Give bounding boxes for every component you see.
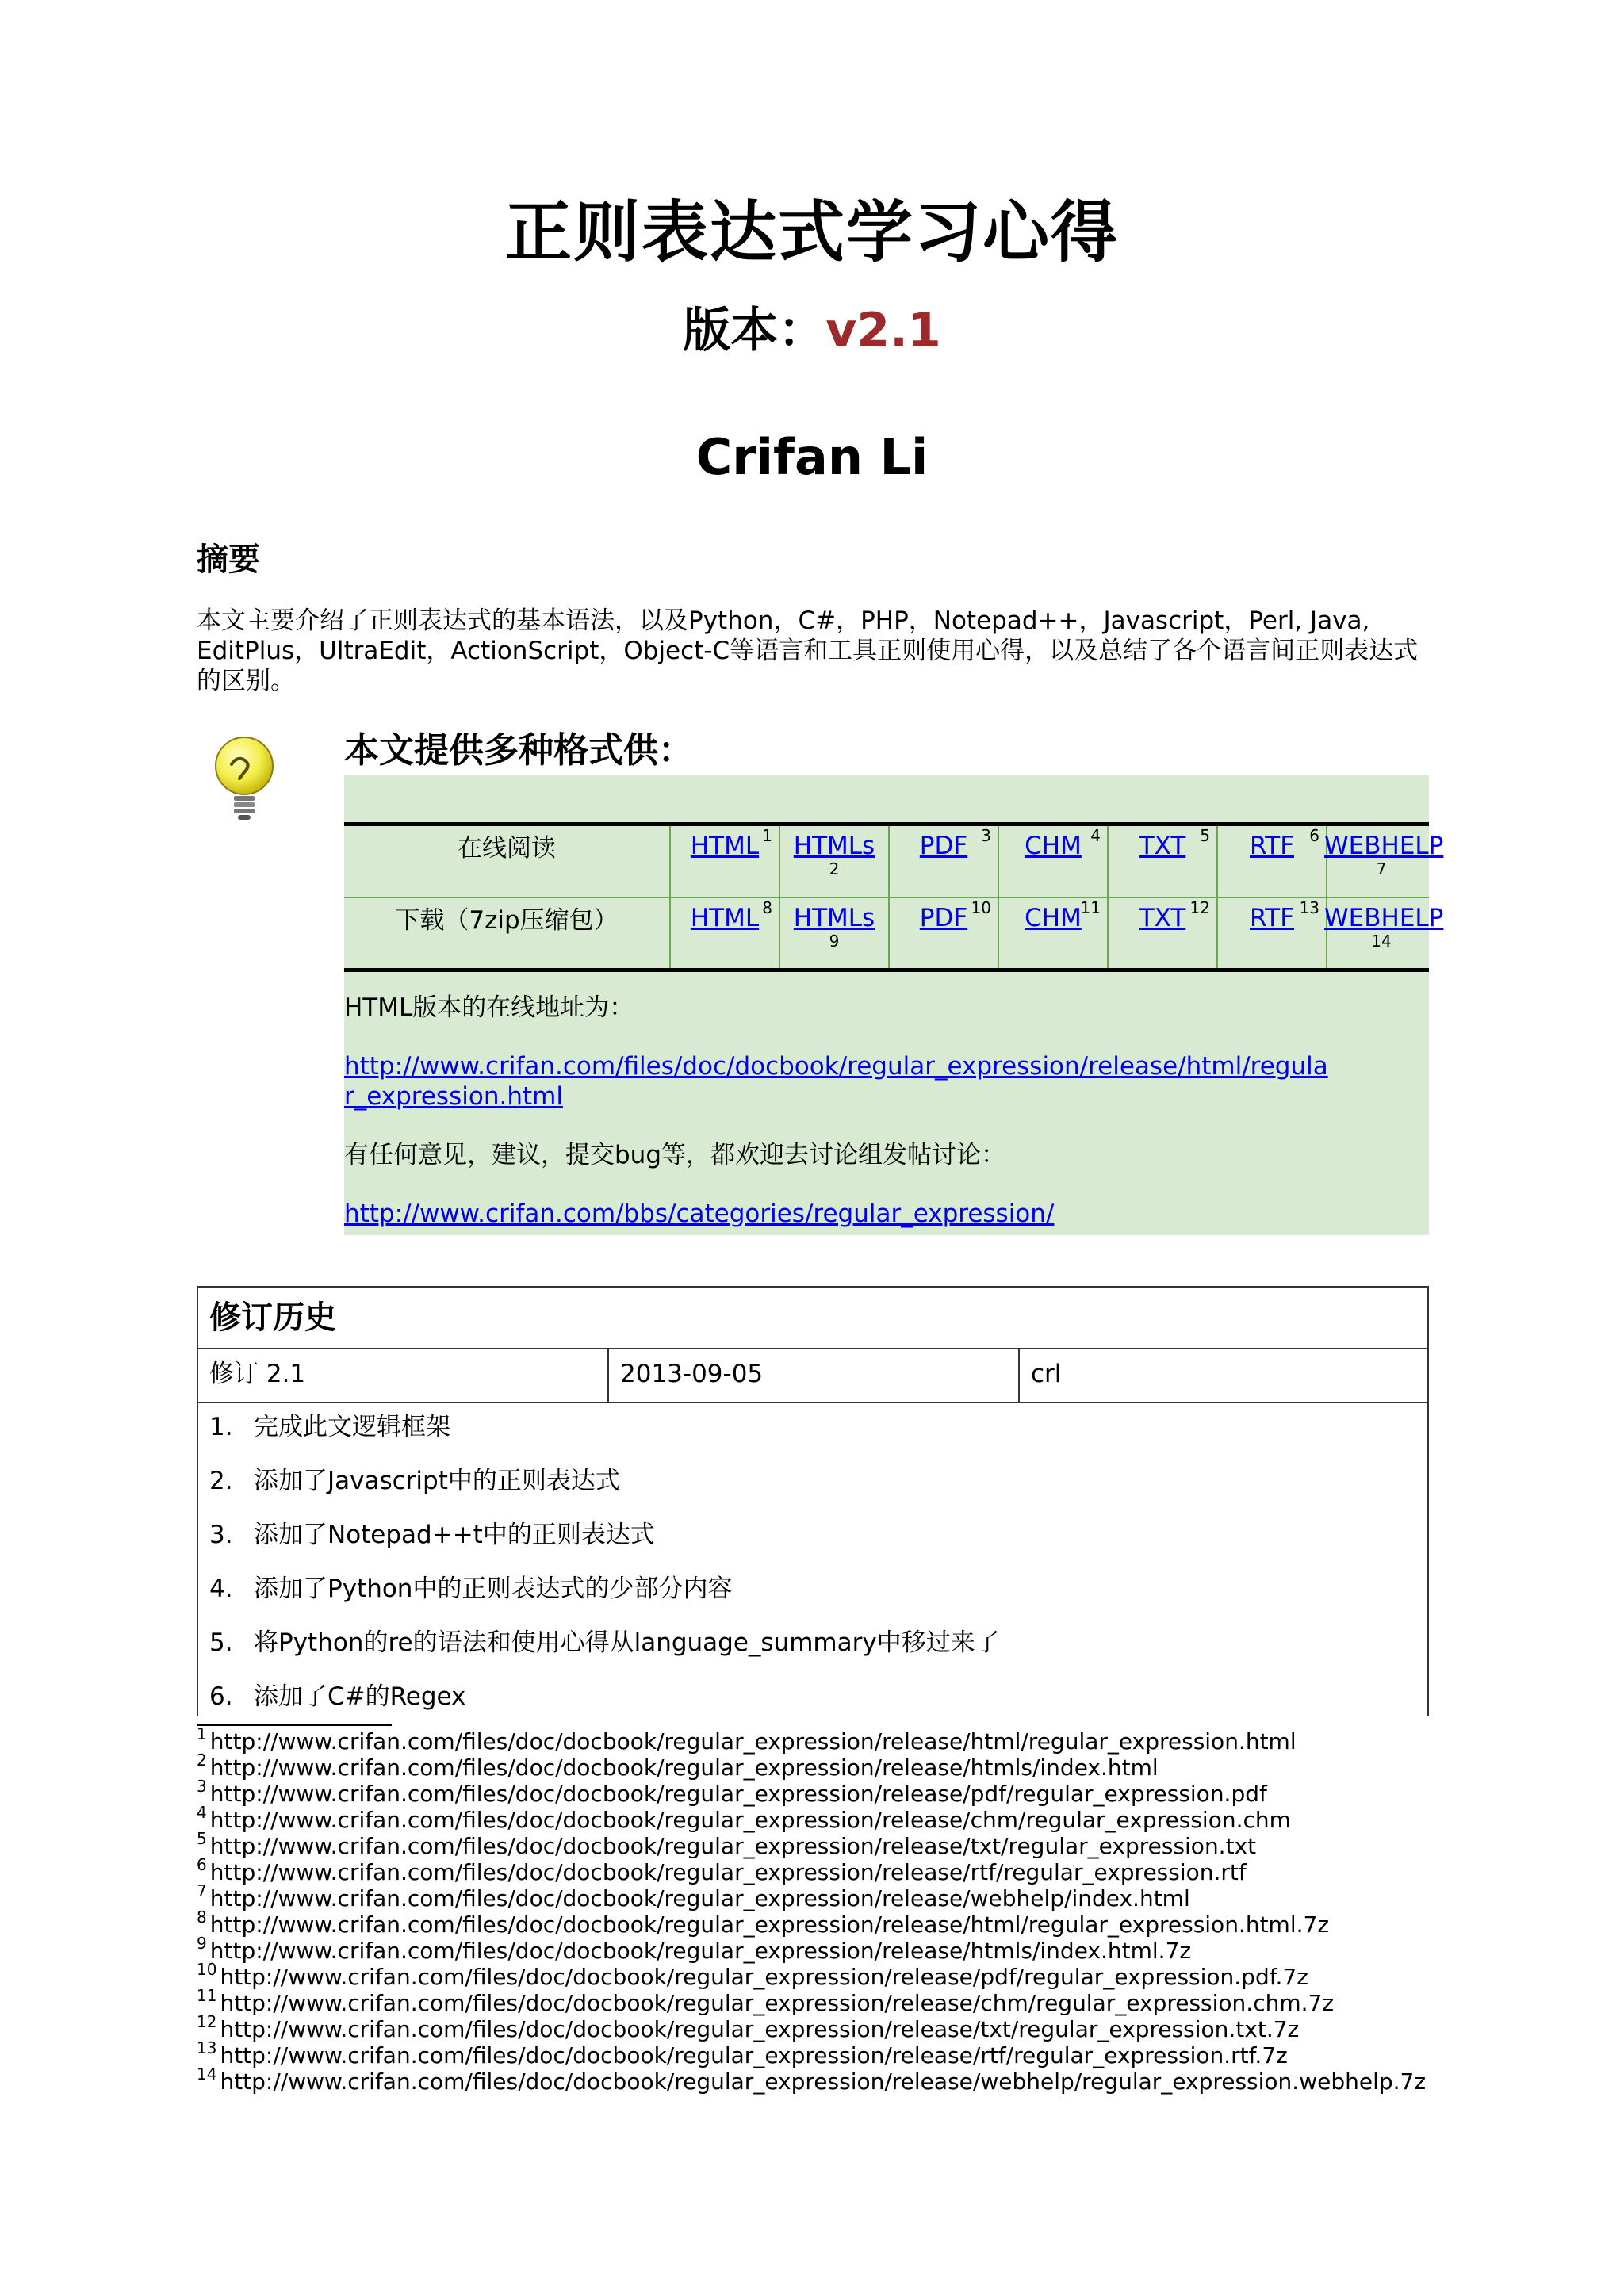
html-url-note: HTML版本的在线地址为：: [344, 993, 634, 1022]
format-cell: [1324, 898, 1444, 970]
footnote: $^7$ http://www.crifan.com/files/doc/docbook/regular_expression/release/webhelp/index.html: [197, 1881, 1190, 1911]
list-item: 4. 添加了Python中的正则表达式的少部分内容: [209, 1575, 733, 1603]
table-bottom-rule: [344, 968, 1429, 972]
format-cell: [890, 898, 999, 970]
document-title: 正则表达式学习心得: [504, 193, 1119, 271]
format-cell: [999, 898, 1109, 970]
footnote: $^9$ http://www.crifan.com/files/doc/docbook/regular_expression/release/htmls/index.html.7z: [197, 1934, 1192, 1964]
version-label: 版本：: [683, 303, 826, 358]
footnote-url[interactable]: http://www.crifan.com/files/doc/docbook/regular_expression/release/rtf/regular_expression.rtf: [209, 1859, 1247, 1885]
format-cell: [890, 826, 999, 897]
download-html-link[interactable]: HTML: [690, 904, 760, 932]
footnote-ref[interactable]: 14: [1371, 932, 1392, 951]
footnote-url[interactable]: http://www.crifan.com/files/doc/docbook/regular_expression/release/webhelp/index.html: [209, 1885, 1190, 1911]
revision-number: 修订 2.1: [198, 1349, 609, 1402]
footnote-separator: [197, 1724, 392, 1726]
format-cell: [1324, 826, 1444, 897]
footnote: $^{12}$ http://www.crifan.com/files/doc/docbook/regular_expression/release/txt/regular_expression.txt.7z: [197, 2012, 1300, 2042]
footnote: $^5$ http://www.crifan.com/files/doc/docbook/regular_expression/release/txt/regular_expression.txt: [197, 1829, 1257, 1859]
revision-heading-row: [198, 1288, 1427, 1349]
list-item: 1. 完成此文逻辑框架: [209, 1413, 450, 1441]
download-htmls-link[interactable]: HTMLs: [793, 904, 875, 932]
format-cell: [1218, 898, 1327, 970]
online-htmls-link[interactable]: HTMLs: [793, 832, 875, 860]
list-item: 3. 添加了Notepad++t中的正则表达式: [209, 1521, 655, 1549]
author-name: Crifan Li: [695, 428, 929, 486]
footnote-url[interactable]: http://www.crifan.com/files/doc/docbook/regular_expression/release/chm/regular_expression.chm.7z: [220, 1990, 1335, 2016]
online-txt-link[interactable]: TXT: [1139, 832, 1186, 860]
footnote: $^2$ http://www.crifan.com/files/doc/docbook/regular_expression/release/htmls/index.html: [197, 1751, 1159, 1781]
formats-panel: [344, 775, 1444, 1235]
footnote: $^8$ http://www.crifan.com/files/doc/docbook/regular_expression/release/html/regular_expression.html.7z: [197, 1908, 1330, 1938]
format-cell: [1109, 898, 1218, 970]
footnote-ref[interactable]: 4: [1090, 826, 1101, 845]
download-chm-link[interactable]: CHM: [1025, 904, 1082, 932]
list-item: 5. 将Python的re的语法和使用心得从language_summary中移过来了: [209, 1628, 1000, 1657]
feedback-url-link[interactable]: http://www.crifan.com/bbs/categories/regular_expression/: [344, 1200, 1055, 1228]
footnote-url[interactable]: http://www.crifan.com/files/doc/docbook/regular_expression/release/txt/regular_expression.txt: [209, 1833, 1257, 1859]
footnote: $^{11}$ http://www.crifan.com/files/doc/docbook/regular_expression/release/chm/regular_expression.chm.7z: [197, 1986, 1335, 2016]
online-pdf-link[interactable]: PDF: [919, 832, 968, 860]
download-rtf-link[interactable]: RTF: [1249, 904, 1295, 932]
footnote-ref[interactable]: 8: [762, 898, 772, 917]
footnote-ref[interactable]: 10: [971, 898, 991, 917]
format-cell: [671, 826, 780, 897]
version-line: [0, 295, 1624, 366]
feedback-note: 有任何意见，建议，提交bug等，都欢迎去讨论组发帖讨论：: [344, 1141, 1006, 1169]
footnote-url[interactable]: http://www.crifan.com/files/doc/docbook/regular_expression/release/chm/regular_expression.chm: [209, 1807, 1291, 1833]
footnote: $^{14}$ http://www.crifan.com/files/doc/docbook/regular_expression/release/webhelp/regular_expression.webhelp.7z: [197, 2064, 1427, 2095]
row-label-online: 在线阅读: [344, 826, 671, 897]
footnote-ref[interactable]: 7: [1376, 859, 1387, 878]
online-rtf-link[interactable]: RTF: [1249, 832, 1295, 860]
footnote-url[interactable]: http://www.crifan.com/files/doc/docbook/regular_expression/release/pdf/regular_expression.pdf.7z: [220, 1964, 1308, 1990]
footnote-ref[interactable]: 11: [1080, 898, 1101, 917]
format-cell: [999, 826, 1109, 897]
format-cell: [780, 826, 890, 897]
lightbulb-icon: [208, 733, 284, 828]
footnote-url[interactable]: http://www.crifan.com/files/doc/docbook/regular_expression/release/htmls/index.html.7z: [209, 1938, 1192, 1964]
footnote-ref[interactable]: 3: [981, 826, 991, 845]
formats-heading: 本文提供多种格式供：: [344, 730, 693, 771]
footnote-url[interactable]: http://www.crifan.com/files/doc/docbook/regular_expression/release/html/regular_expression.html.7z: [209, 1911, 1330, 1938]
footnote-ref[interactable]: 2: [829, 859, 840, 878]
footnote-url[interactable]: http://www.crifan.com/files/doc/docbook/regular_expression/release/html/regular_expression.html: [209, 1728, 1297, 1755]
format-cell: [1218, 826, 1327, 897]
footnote: $^4$ http://www.crifan.com/files/doc/docbook/regular_expression/release/chm/regular_expression.chm: [197, 1803, 1291, 1833]
footnote: $^{10}$ http://www.crifan.com/files/doc/docbook/regular_expression/release/pdf/regular_expression.pdf.7z: [197, 1960, 1308, 1990]
download-webhelp-link[interactable]: WEBHELP: [1324, 904, 1444, 932]
footnote-ref[interactable]: 6: [1309, 826, 1320, 845]
abstract-text: 本文主要介绍了正则表达式的基本语法，以及Python，C#，PHP，Notepad++，Javascript，Perl, Java, EditPlus，UltraEdit，ActionScript，Object-C等语言和工具正则使用心得，以及总结了各个语言间正则表达式的区别。: [197, 607, 1419, 695]
download-pdf-link[interactable]: PDF: [919, 904, 968, 932]
footnote-url[interactable]: http://www.crifan.com/files/doc/docbook/regular_expression/release/rtf/regular_expression.rtf.7z: [220, 2042, 1288, 2068]
format-cell: [780, 898, 890, 970]
footnote-ref[interactable]: 9: [829, 932, 840, 951]
footnote-url[interactable]: http://www.crifan.com/files/doc/docbook/regular_expression/release/webhelp/regular_expression.webhelp.7z: [220, 2068, 1427, 2095]
abstract-heading: 摘要: [197, 541, 260, 578]
format-cell: [671, 898, 780, 970]
footnote-url[interactable]: http://www.crifan.com/files/doc/docbook/regular_expression/release/pdf/regular_expression.pdf: [209, 1781, 1267, 1807]
online-chm-link[interactable]: CHM: [1025, 832, 1082, 860]
footnote: $^6$ http://www.crifan.com/files/doc/docbook/regular_expression/release/rtf/regular_expression.rtf: [197, 1855, 1247, 1885]
list-item: 6. 添加了C#的Regex: [209, 1682, 466, 1711]
footnote: $^1$ http://www.crifan.com/files/doc/docbook/regular_expression/release/html/regular_expression.html: [197, 1724, 1297, 1755]
online-webhelp-link[interactable]: WEBHELP: [1324, 832, 1444, 860]
revision-author: crl: [1031, 1360, 1062, 1388]
html-url-link[interactable]: http://www.crifan.com/files/doc/docbook/regular_expression/release/html/regular_expression.html: [344, 1052, 1328, 1111]
footnote-ref[interactable]: 1: [762, 826, 772, 845]
revision-date: 2013-09-05: [609, 1349, 1020, 1402]
formats-row-download: [344, 897, 1444, 970]
list-item: 2. 添加了Javascript中的正则表达式: [209, 1467, 620, 1495]
footnote-ref[interactable]: 13: [1299, 898, 1320, 917]
formats-row-online: [344, 826, 1444, 897]
version-number: v2.1: [825, 303, 941, 358]
revision-info-row: [198, 1349, 1427, 1403]
footnote-url[interactable]: http://www.crifan.com/files/doc/docbook/regular_expression/release/txt/regular_expression.txt.7z: [220, 2016, 1300, 2042]
revision-history-table: [197, 1286, 1429, 1716]
row-label-download: 下载（7zip压缩包）: [344, 898, 671, 970]
format-cell: [1109, 826, 1218, 897]
revision-heading: 修订历史: [209, 1299, 336, 1336]
footnote: $^{13}$ http://www.crifan.com/files/doc/docbook/regular_expression/release/rtf/regular_expression.rtf.7z: [197, 2038, 1288, 2068]
footnote-ref[interactable]: 12: [1189, 898, 1210, 917]
footnote-url[interactable]: http://www.crifan.com/files/doc/docbook/regular_expression/release/htmls/index.html: [209, 1755, 1159, 1781]
footnote: $^3$ http://www.crifan.com/files/doc/docbook/regular_expression/release/pdf/regular_expression.pdf: [197, 1777, 1267, 1807]
footnote-ref[interactable]: 5: [1200, 826, 1210, 845]
download-txt-link[interactable]: TXT: [1139, 904, 1186, 932]
online-html-link[interactable]: HTML: [690, 832, 760, 860]
